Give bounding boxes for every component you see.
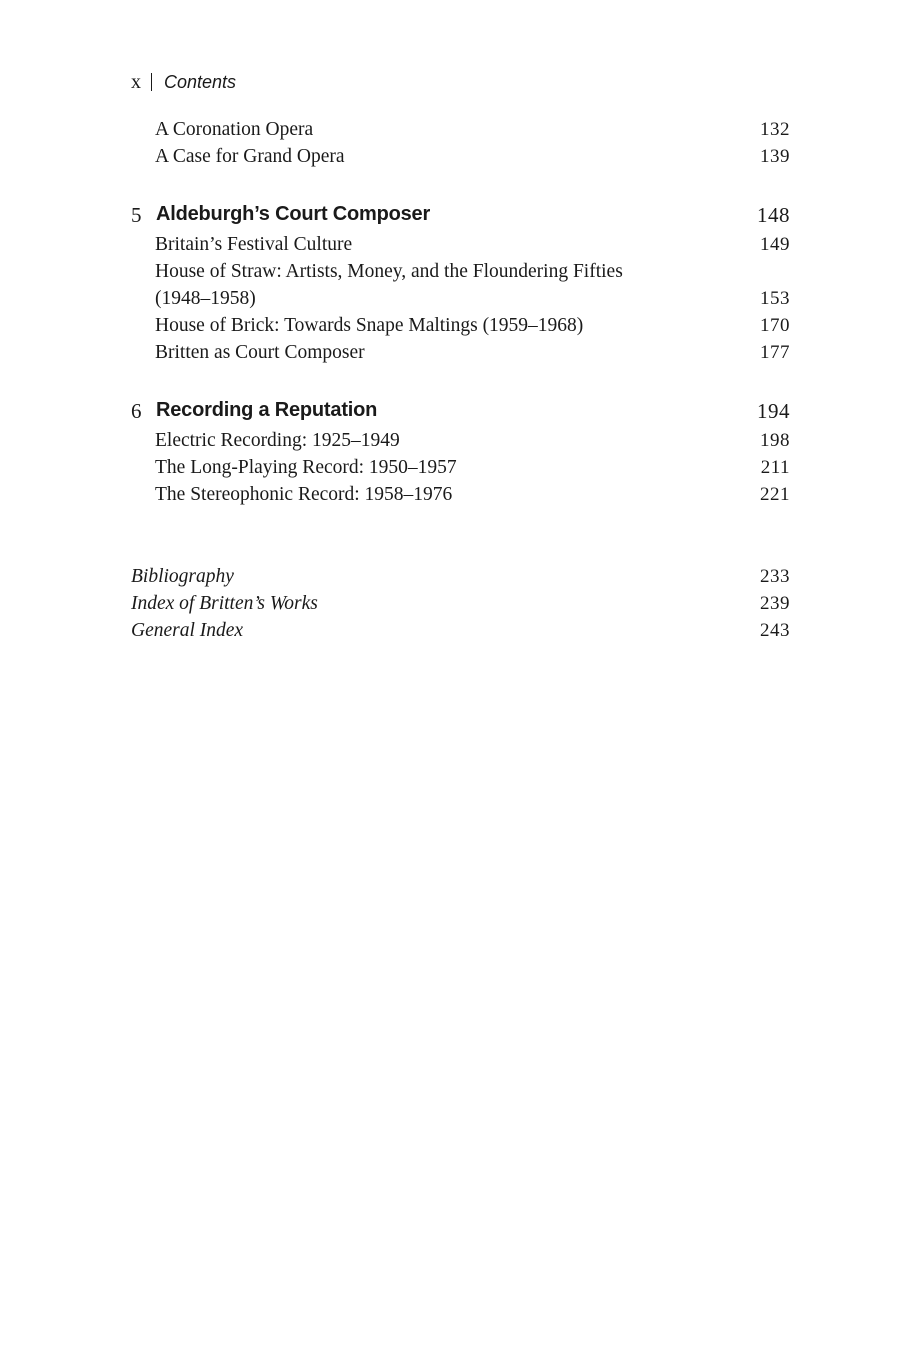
chapter-number: 5 <box>131 203 142 227</box>
toc-entry[interactable] <box>155 144 790 170</box>
toc-entry-page: 198 <box>760 430 790 451</box>
chapter-title: Recording a Reputation <box>156 399 378 421</box>
toc-entry-page: 221 <box>760 484 790 505</box>
toc-entry[interactable] <box>155 482 790 508</box>
chapter-number: 6 <box>131 399 142 423</box>
back-matter-title: General Index <box>131 620 244 641</box>
chapter-5-heading[interactable] <box>131 199 790 229</box>
back-matter-bibliography[interactable] <box>131 564 790 590</box>
toc-entry-title: Electric Recording: 1925–1949 <box>155 430 400 451</box>
back-matter-page: 233 <box>760 566 790 587</box>
toc-entry-page: 139 <box>760 146 790 167</box>
toc-entry[interactable] <box>155 313 790 339</box>
running-head <box>131 70 236 94</box>
toc-entry-page: 132 <box>760 119 790 140</box>
toc-entry-page: 211 <box>760 457 790 478</box>
toc-entry[interactable] <box>155 340 790 366</box>
back-matter-title: Index of Britten’s Works <box>131 593 318 614</box>
toc-entry-title: (1948–1958) <box>155 288 256 309</box>
back-matter-page: 239 <box>760 593 790 614</box>
toc-entry-title: The Stereophonic Record: 1958–1976 <box>155 484 453 505</box>
toc-entry-title: House of Straw: Artists, Money, and the Floundering Fifties <box>155 261 623 282</box>
toc-entry-title: A Coronation Opera <box>155 119 314 140</box>
toc-entry-title: Britain’s Festival Culture <box>155 234 353 255</box>
toc-entry-title: House of Brick: Towards Snape Maltings (1959–1968) <box>155 315 584 336</box>
toc-entry-page: 170 <box>760 315 790 336</box>
chapter-page: 194 <box>757 399 790 423</box>
running-head-label: Contents <box>164 71 237 92</box>
back-matter-works-index[interactable] <box>131 591 790 617</box>
toc-entry-title: Britten as Court Composer <box>155 342 365 363</box>
running-head-divider <box>151 73 152 91</box>
toc-entry-title: A Case for Grand Opera <box>155 146 345 167</box>
toc-entry[interactable] <box>155 117 790 143</box>
page-folio: x <box>131 70 141 93</box>
chapter-page: 148 <box>757 203 790 227</box>
toc-entry[interactable] <box>155 455 790 481</box>
toc-entry-title: The Long-Playing Record: 1950–1957 <box>155 457 457 478</box>
chapter-title: Aldeburgh’s Court Composer <box>156 203 431 225</box>
toc-entry[interactable] <box>155 259 790 285</box>
toc-entry[interactable] <box>155 428 790 454</box>
toc-entry-continuation[interactable] <box>155 286 790 312</box>
toc-entry-page: 149 <box>760 234 790 255</box>
back-matter-title: Bibliography <box>131 566 234 587</box>
toc-entry-page: 153 <box>760 288 790 309</box>
back-matter-general-index[interactable] <box>131 618 790 644</box>
chapter-6-heading[interactable] <box>131 395 790 425</box>
toc-entry-page: 177 <box>760 342 790 363</box>
toc-entry[interactable] <box>155 232 790 258</box>
back-matter-page: 243 <box>760 620 790 641</box>
